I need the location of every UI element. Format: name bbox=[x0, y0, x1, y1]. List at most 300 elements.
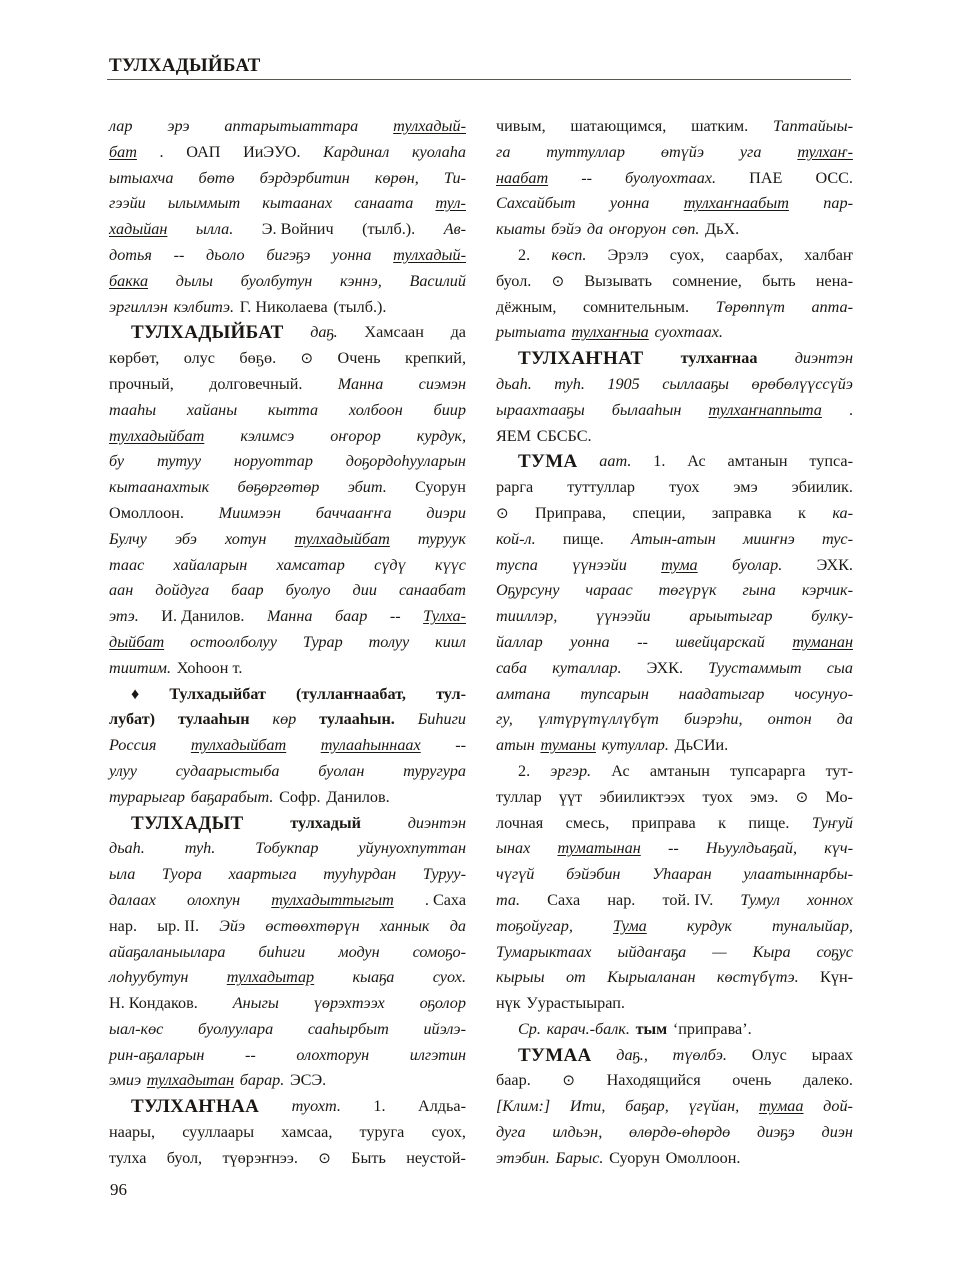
word: баар. bbox=[496, 1071, 531, 1090]
word: санаабат bbox=[398, 581, 466, 600]
text-line bbox=[496, 991, 853, 1017]
word: тулхадытар bbox=[226, 968, 315, 987]
word: лар bbox=[109, 117, 133, 135]
word: Аныгы bbox=[232, 994, 279, 1013]
word: . bbox=[848, 400, 853, 419]
word: Ас bbox=[687, 452, 706, 471]
word: оҥоруон bbox=[608, 220, 667, 239]
text-line bbox=[109, 553, 466, 579]
text-line bbox=[496, 166, 853, 192]
word: буолан bbox=[318, 761, 365, 780]
text-line bbox=[109, 269, 466, 295]
text-line bbox=[109, 114, 466, 140]
word: Софр. bbox=[279, 787, 321, 806]
headword: ТУЛХАҤНАТ bbox=[518, 348, 644, 370]
word: -- bbox=[455, 736, 466, 755]
word: таас bbox=[109, 555, 145, 574]
word: долговечный. bbox=[209, 374, 303, 393]
word: наадатыгар bbox=[678, 684, 765, 703]
text-line bbox=[109, 965, 466, 991]
text-line bbox=[496, 269, 853, 295]
word: Ньуулдьаҕай, bbox=[705, 839, 798, 858]
word: от bbox=[565, 968, 586, 987]
word: биэрэһи, bbox=[683, 710, 743, 729]
word: тулхаҥнаппыта bbox=[708, 400, 822, 419]
word: уонна bbox=[332, 245, 372, 264]
text-line bbox=[109, 733, 466, 759]
word: рин-аҕаларын bbox=[109, 1045, 205, 1064]
word: тулхадый bbox=[290, 813, 361, 832]
text-line bbox=[496, 346, 853, 372]
word: барар. bbox=[239, 1071, 285, 1090]
word: тутуу bbox=[156, 452, 202, 471]
word: көрөн, bbox=[374, 168, 419, 187]
word: Н. Кондаков. bbox=[109, 994, 198, 1013]
text-line bbox=[496, 1068, 853, 1094]
word: тулааһыннаах bbox=[320, 736, 421, 755]
word: специи, bbox=[632, 503, 686, 522]
word: илдьэн, bbox=[552, 1123, 603, 1142]
word: көсп. bbox=[551, 245, 587, 264]
word: өрөбөлүүссүйэ bbox=[751, 374, 853, 393]
word: 2. bbox=[518, 761, 531, 780]
word: дьаһ. bbox=[109, 839, 145, 858]
word: тым bbox=[635, 1019, 668, 1038]
word: туманы bbox=[540, 736, 596, 755]
word: Кырыаланан bbox=[607, 968, 696, 987]
word: Тулхадыйбат bbox=[169, 684, 266, 703]
word: буолуо bbox=[285, 581, 331, 600]
text-line bbox=[109, 372, 466, 398]
word: былааһын bbox=[611, 400, 682, 419]
word: Булчу bbox=[109, 529, 147, 548]
word: Барыс. bbox=[555, 1148, 604, 1167]
word: биһиги bbox=[258, 942, 306, 961]
word: к bbox=[718, 813, 726, 832]
text-line bbox=[109, 940, 466, 966]
word: -- bbox=[637, 632, 648, 651]
word: эмэ. bbox=[750, 787, 779, 806]
text-line bbox=[109, 811, 466, 837]
word: тумаа bbox=[758, 1097, 804, 1116]
word: Тобукпар bbox=[255, 839, 319, 858]
word: Турар bbox=[302, 632, 343, 651]
word: амтанын bbox=[727, 452, 788, 471]
word: диэнтэн bbox=[794, 349, 853, 368]
word: тума bbox=[661, 555, 698, 574]
word: нар. bbox=[109, 916, 137, 935]
word: сомоҕо- bbox=[412, 942, 466, 961]
text-line bbox=[496, 424, 853, 450]
text-line bbox=[496, 1146, 853, 1172]
word: аптарытыаттара bbox=[224, 117, 359, 135]
word: кытта bbox=[267, 400, 319, 419]
word: биир bbox=[433, 400, 466, 419]
word: приправа bbox=[631, 813, 696, 832]
text-line bbox=[496, 656, 853, 682]
text-line bbox=[109, 527, 466, 553]
word: хамсаа, bbox=[281, 1123, 333, 1142]
word: хамсатар bbox=[276, 555, 345, 574]
word: ПАЕ bbox=[749, 168, 783, 187]
word: сүдү bbox=[374, 555, 406, 574]
word: даҕ., bbox=[616, 1045, 648, 1064]
word: модун bbox=[338, 942, 380, 961]
text-line bbox=[496, 682, 853, 708]
word: көстүбүтэ. bbox=[716, 968, 799, 987]
word: эргиллэн bbox=[109, 297, 168, 316]
text-line bbox=[109, 295, 466, 321]
word: хайаны bbox=[186, 400, 238, 419]
word: Туора bbox=[161, 865, 202, 884]
word: лоһуубутун bbox=[109, 968, 189, 987]
text-line bbox=[109, 630, 466, 656]
word: түөлбэ. bbox=[672, 1045, 727, 1064]
word: та. bbox=[496, 890, 521, 909]
word: ЭСЭ. bbox=[289, 1071, 327, 1090]
word: 1. bbox=[653, 452, 666, 471]
word: туруук bbox=[417, 529, 466, 548]
text-line bbox=[496, 553, 853, 579]
word: тулхадый- bbox=[393, 245, 466, 264]
word: улуу bbox=[109, 761, 137, 780]
text-line bbox=[109, 243, 466, 269]
word: амтана bbox=[496, 684, 551, 703]
word: суох, bbox=[431, 1123, 466, 1142]
word: диэри bbox=[426, 503, 466, 522]
word: Саха bbox=[547, 890, 581, 909]
text-line bbox=[496, 191, 853, 217]
word: тулааһын bbox=[177, 710, 250, 729]
word: ‘приправа’. bbox=[672, 1019, 752, 1038]
headword: ТУЛХАДЫТ bbox=[131, 812, 244, 834]
word: ОАП bbox=[186, 142, 221, 161]
word: кэлбитэ. bbox=[173, 297, 235, 316]
word: тулааһын. bbox=[319, 710, 395, 729]
headword: ТУЛХАҤНАА bbox=[131, 1096, 260, 1118]
word: уонна bbox=[609, 194, 650, 213]
word: булку- bbox=[811, 607, 853, 626]
word: дой- bbox=[823, 1097, 853, 1116]
text-line bbox=[109, 862, 466, 888]
word: санаата bbox=[354, 194, 414, 213]
header-rule bbox=[107, 79, 851, 80]
word: суох. bbox=[432, 968, 466, 987]
word: тулхадыттыгыт bbox=[271, 890, 394, 909]
word: да bbox=[836, 710, 853, 729]
word: үүнээйи bbox=[595, 607, 651, 626]
text-line bbox=[109, 759, 466, 785]
word: карач.-балк. bbox=[546, 1019, 630, 1038]
word: тус- bbox=[821, 529, 853, 548]
word: ынах bbox=[496, 839, 531, 858]
word: туматынан bbox=[557, 839, 641, 858]
word: төгүрүк bbox=[658, 581, 717, 600]
word: үүнээйи bbox=[572, 555, 627, 574]
word: Тулха- bbox=[423, 607, 466, 626]
word: дойдуга bbox=[155, 581, 210, 600]
word: оҕолор bbox=[419, 994, 466, 1013]
word: рарга bbox=[496, 478, 534, 497]
text-line bbox=[109, 1146, 466, 1172]
word: йаллар bbox=[496, 632, 543, 651]
text-line bbox=[496, 372, 853, 398]
word: ханнык bbox=[379, 916, 430, 935]
word: тул- bbox=[436, 684, 466, 703]
circle-dot-icon: ⊙ bbox=[551, 271, 565, 290]
word: айаҕаланыылара bbox=[109, 942, 226, 961]
word: ылла. bbox=[195, 220, 234, 239]
word: кэннэ, bbox=[340, 271, 382, 290]
text-line bbox=[496, 604, 853, 630]
word: суох, bbox=[669, 245, 705, 264]
word: Ср. bbox=[518, 1019, 541, 1038]
word: тупса- bbox=[809, 452, 853, 471]
text-line bbox=[109, 320, 466, 346]
word: гээйи bbox=[109, 194, 146, 213]
word: буолуохтаах. bbox=[625, 168, 717, 187]
word: ылыммыт bbox=[167, 194, 241, 213]
word: туттуллар bbox=[546, 142, 625, 161]
word: тулхаҥ- bbox=[797, 142, 853, 161]
word: Находящийся bbox=[606, 1071, 701, 1090]
word: кыаты bbox=[496, 220, 546, 239]
word: тоҕойугар, bbox=[496, 916, 573, 935]
word: өстөөхтөрүн bbox=[265, 916, 360, 935]
word: ЭХК. bbox=[646, 658, 684, 677]
word: 1905 bbox=[607, 374, 640, 393]
word: бөҕөргөтөр bbox=[237, 478, 320, 497]
word: эбит. bbox=[347, 478, 387, 497]
word: Оҕурсуну bbox=[496, 581, 560, 600]
word: киил bbox=[435, 632, 466, 651]
word: да bbox=[586, 220, 604, 239]
word: холбоон bbox=[348, 400, 403, 419]
word: (тылб.). bbox=[333, 297, 387, 316]
word: куолаһа bbox=[411, 142, 466, 161]
word: пище. bbox=[562, 529, 604, 548]
word: заправка bbox=[711, 503, 772, 522]
word: Уурастыырап. bbox=[526, 994, 625, 1013]
word: тулхадыйбат bbox=[294, 529, 390, 548]
word: дии bbox=[352, 581, 377, 600]
word: Манна bbox=[337, 374, 384, 393]
text-line bbox=[109, 166, 466, 192]
word: баҕарабыт. bbox=[190, 787, 274, 806]
word: хоннох bbox=[807, 890, 853, 909]
word: Суорун bbox=[609, 1148, 660, 1167]
word: даҕ. bbox=[310, 323, 338, 342]
word: тулхаҥнаабыт bbox=[683, 194, 789, 213]
text-line bbox=[109, 398, 466, 424]
text-line bbox=[109, 449, 466, 475]
word: пар- bbox=[823, 194, 853, 213]
text-line bbox=[109, 682, 466, 708]
word: атын bbox=[496, 736, 535, 755]
word: кытаанахтык bbox=[109, 478, 210, 497]
word: Ас bbox=[611, 761, 630, 780]
word: наары, bbox=[109, 1123, 156, 1142]
word: курдук, bbox=[416, 426, 466, 445]
word: бэйэ bbox=[550, 220, 582, 239]
word: да bbox=[450, 323, 466, 342]
word: сыллааҕы bbox=[662, 374, 730, 393]
word: доҕордоһууларын bbox=[345, 452, 466, 471]
word: туспа bbox=[496, 555, 538, 574]
word: бакка bbox=[109, 271, 149, 290]
text-line bbox=[109, 604, 466, 630]
word: быть bbox=[762, 271, 796, 290]
word: Күн- bbox=[820, 968, 853, 987]
word: пище. bbox=[748, 813, 790, 832]
text-line bbox=[109, 836, 466, 862]
word: ДьХ. bbox=[705, 220, 740, 239]
text-line bbox=[496, 785, 853, 811]
word: кытаанах bbox=[262, 194, 333, 213]
word: Туҥуй bbox=[811, 813, 853, 832]
text-line bbox=[109, 578, 466, 604]
circle-dot-icon: ⊙ bbox=[496, 503, 509, 522]
word: апта- bbox=[811, 297, 853, 316]
word: туллар bbox=[496, 787, 542, 806]
word: Сахсайбыт bbox=[496, 194, 576, 213]
word: арыытыгар bbox=[689, 607, 773, 626]
word: прочный, bbox=[109, 374, 174, 393]
text-line bbox=[496, 862, 853, 888]
text-line bbox=[496, 320, 853, 346]
word: -- bbox=[581, 168, 592, 187]
word: Россия bbox=[109, 736, 157, 755]
text-line bbox=[496, 449, 853, 475]
word: 1. bbox=[373, 1097, 386, 1116]
text-line bbox=[496, 759, 853, 785]
word: сомнение, bbox=[672, 271, 742, 290]
word: Э. Войнич bbox=[261, 220, 334, 239]
word: олохторун bbox=[296, 1045, 370, 1064]
word: Кыра bbox=[752, 942, 791, 961]
word: Кардинал bbox=[323, 142, 390, 161]
word: чараас bbox=[585, 581, 633, 600]
headword: ТУМАА bbox=[518, 1044, 592, 1066]
word: Эйэ bbox=[219, 916, 246, 935]
word: туох bbox=[669, 478, 700, 497]
word: ыраахтааҕы bbox=[496, 400, 585, 419]
text-line bbox=[109, 785, 466, 811]
right-column bbox=[496, 114, 853, 1172]
text-line bbox=[496, 527, 853, 553]
word: Данилов. bbox=[326, 787, 390, 806]
word: кэлимсэ bbox=[240, 426, 295, 445]
word: ыал-көс bbox=[109, 1019, 164, 1038]
word: (туллаҥнаабат, bbox=[296, 684, 406, 703]
text-line bbox=[109, 501, 466, 527]
text-line bbox=[496, 295, 853, 321]
word: очень bbox=[732, 1071, 772, 1090]
word: Миимээн bbox=[218, 503, 281, 522]
word: -- bbox=[245, 1045, 256, 1064]
word: судаарыстыба bbox=[175, 761, 280, 780]
word: саарбах, bbox=[725, 245, 783, 264]
word: диэн bbox=[821, 1123, 853, 1142]
word: И. Данилов. bbox=[161, 607, 245, 626]
word: (тылб.). bbox=[362, 220, 416, 239]
word: толуу bbox=[368, 632, 410, 651]
text-line bbox=[496, 217, 853, 243]
word: тааһы bbox=[109, 400, 157, 419]
word: остоолболуу bbox=[190, 632, 277, 651]
word: Очень bbox=[337, 349, 381, 368]
word: тулхаҥныа bbox=[571, 323, 649, 342]
text-line bbox=[496, 811, 853, 837]
word: буол, bbox=[166, 1148, 203, 1167]
text-line bbox=[496, 1017, 853, 1043]
word: хадыйан bbox=[109, 220, 168, 239]
left-column bbox=[109, 114, 466, 1172]
word: хотун bbox=[225, 529, 267, 548]
word: Ав- bbox=[443, 220, 466, 239]
word: Омоллоон. bbox=[665, 1148, 741, 1167]
word: Туруу- bbox=[422, 865, 466, 884]
word: рытыата bbox=[496, 323, 566, 342]
word: уга bbox=[739, 142, 762, 161]
word: бөтө bbox=[198, 168, 235, 187]
word: баар bbox=[231, 581, 264, 600]
word: бэйэбин bbox=[566, 865, 621, 884]
word: Төрөппүт bbox=[715, 297, 785, 316]
word: ка- bbox=[832, 503, 853, 522]
word: туттуллар bbox=[567, 478, 635, 497]
word: тулхадытан bbox=[146, 1071, 235, 1090]
word: буолбутун bbox=[240, 271, 313, 290]
word: туруга bbox=[359, 1123, 405, 1142]
word: Алдьа- bbox=[418, 1097, 466, 1116]
word: дёжным, bbox=[496, 297, 557, 316]
word: Атын-атын bbox=[631, 529, 716, 548]
word: сааһырбыт bbox=[307, 1019, 389, 1038]
word: илгэтин bbox=[409, 1045, 466, 1064]
word: -- bbox=[389, 607, 401, 626]
word: сөп. bbox=[671, 220, 700, 239]
running-head: ТУЛХАДЫЙБАТ bbox=[109, 55, 261, 76]
text-line bbox=[109, 217, 466, 243]
word: . Саха bbox=[424, 890, 466, 909]
text-line bbox=[109, 1120, 466, 1146]
word: өтүйэ bbox=[660, 142, 704, 161]
word: Хоһоон т. bbox=[176, 658, 243, 677]
word: бөҕө. bbox=[239, 349, 277, 368]
word: соҕус bbox=[816, 942, 853, 961]
word: эмэ bbox=[733, 478, 758, 497]
word: ЭХК. bbox=[816, 555, 853, 574]
word: аан bbox=[109, 581, 134, 600]
word: тулхадый- bbox=[393, 117, 466, 135]
word: Г. Николаева bbox=[239, 297, 328, 316]
word: дотья bbox=[109, 245, 152, 264]
word: онтон bbox=[767, 710, 812, 729]
word: аат. bbox=[599, 452, 632, 471]
word: улаатыннарбы- bbox=[743, 865, 853, 884]
word: Эрэлэ bbox=[607, 245, 649, 264]
text-line bbox=[109, 140, 466, 166]
word: нар. bbox=[607, 890, 636, 909]
word: этэ. bbox=[109, 607, 139, 626]
word: олохпун bbox=[186, 890, 241, 909]
text-line bbox=[109, 707, 466, 733]
text-line bbox=[109, 475, 466, 501]
word: Ти- bbox=[443, 168, 466, 187]
word: да bbox=[449, 916, 466, 935]
word: мииҥнэ bbox=[742, 529, 795, 548]
